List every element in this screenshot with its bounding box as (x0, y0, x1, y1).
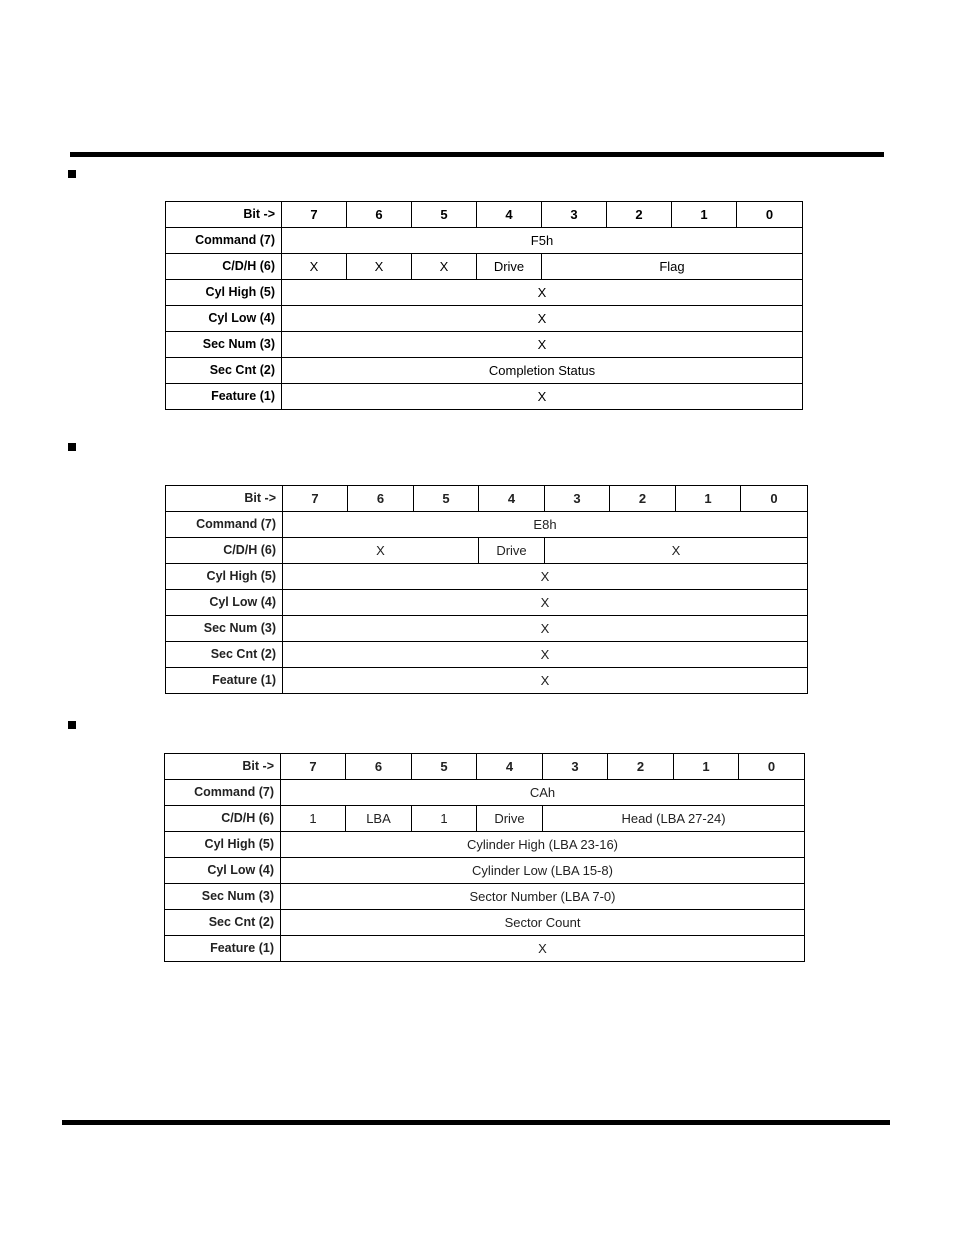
command-row (165, 780, 805, 806)
feature-row (165, 936, 805, 962)
sec-cnt-label: Sec Cnt (2) (165, 910, 281, 936)
bit-6: 6 (347, 202, 412, 228)
register-table-1 (165, 201, 803, 410)
cdh-row (166, 254, 803, 280)
feature-label: Feature (1) (166, 384, 282, 410)
bit-0: 0 (739, 754, 805, 780)
cyl-low-row (166, 306, 803, 332)
bit-4: 4 (477, 754, 543, 780)
sec-cnt-row (166, 358, 803, 384)
bit-4: 4 (477, 202, 542, 228)
bit-6: 6 (348, 486, 414, 512)
cyl-low-value: X (283, 590, 808, 616)
register-table-2 (165, 485, 808, 694)
sec-cnt-row (166, 642, 808, 668)
cdh-row (165, 806, 805, 832)
cyl-high-value: Cylinder High (LBA 23-16) (281, 832, 805, 858)
feature-value: X (283, 668, 808, 694)
bit-header-label: Bit -> (166, 202, 282, 228)
cdh-flag: Flag (542, 254, 803, 280)
bit-5: 5 (412, 754, 477, 780)
cdh-head: Head (LBA 27-24) (543, 806, 805, 832)
sec-num-row (166, 332, 803, 358)
cyl-high-value: X (283, 564, 808, 590)
sec-num-row (165, 884, 805, 910)
feature-value: X (282, 384, 803, 410)
sec-num-value: X (282, 332, 803, 358)
cdh-bit-6: X (347, 254, 412, 280)
register-table-3 (164, 753, 805, 962)
bit-header-row (165, 754, 805, 780)
cyl-low-value: Cylinder Low (LBA 15-8) (281, 858, 805, 884)
cyl-low-label: Cyl Low (4) (166, 590, 283, 616)
sec-num-value: Sector Number (LBA 7-0) (281, 884, 805, 910)
sec-num-label: Sec Num (3) (166, 332, 282, 358)
cyl-high-value: X (282, 280, 803, 306)
cdh-drive: Drive (479, 538, 545, 564)
bit-0: 0 (737, 202, 803, 228)
cyl-low-label: Cyl Low (4) (165, 858, 281, 884)
cyl-high-row (166, 280, 803, 306)
bit-header-row (166, 486, 808, 512)
section-bullet-3 (68, 721, 76, 729)
bit-1: 1 (676, 486, 741, 512)
bit-3: 3 (542, 202, 607, 228)
command-value: F5h (282, 228, 803, 254)
bit-6: 6 (346, 754, 412, 780)
bit-2: 2 (610, 486, 676, 512)
cdh-bit-7: X (282, 254, 347, 280)
command-label: Command (7) (166, 512, 283, 538)
sec-num-row (166, 616, 808, 642)
section-bullet-2 (68, 443, 76, 451)
bit-5: 5 (414, 486, 479, 512)
command-row (166, 228, 803, 254)
cyl-low-value: X (282, 306, 803, 332)
top-rule (70, 152, 884, 157)
bit-5: 5 (412, 202, 477, 228)
feature-row (166, 668, 808, 694)
bit-header-label: Bit -> (165, 754, 281, 780)
bit-7: 7 (281, 754, 346, 780)
cyl-high-row (165, 832, 805, 858)
cyl-low-row (165, 858, 805, 884)
bit-3: 3 (545, 486, 610, 512)
bit-4: 4 (479, 486, 545, 512)
feature-label: Feature (1) (166, 668, 283, 694)
cyl-low-label: Cyl Low (4) (166, 306, 282, 332)
sec-cnt-value: Sector Count (281, 910, 805, 936)
cdh-label: C/D/H (6) (166, 254, 282, 280)
bit-7: 7 (283, 486, 348, 512)
cyl-high-label: Cyl High (5) (166, 564, 283, 590)
cdh-lba: LBA (346, 806, 412, 832)
sec-cnt-row (165, 910, 805, 936)
cdh-row (166, 538, 808, 564)
feature-value: X (281, 936, 805, 962)
bit-2: 2 (608, 754, 674, 780)
command-value: CAh (281, 780, 805, 806)
sec-cnt-label: Sec Cnt (2) (166, 358, 282, 384)
sec-cnt-label: Sec Cnt (2) (166, 642, 283, 668)
cyl-low-row (166, 590, 808, 616)
bit-7: 7 (282, 202, 347, 228)
cdh-label: C/D/H (6) (165, 806, 281, 832)
command-row (166, 512, 808, 538)
sec-num-label: Sec Num (3) (166, 616, 283, 642)
bit-header-row (166, 202, 803, 228)
sec-num-value: X (283, 616, 808, 642)
cdh-drive: Drive (477, 806, 543, 832)
command-label: Command (7) (166, 228, 282, 254)
command-label: Command (7) (165, 780, 281, 806)
bit-0: 0 (741, 486, 808, 512)
bit-3: 3 (543, 754, 608, 780)
cyl-high-label: Cyl High (5) (166, 280, 282, 306)
cdh-drive: Drive (477, 254, 542, 280)
feature-label: Feature (1) (165, 936, 281, 962)
cyl-high-label: Cyl High (5) (165, 832, 281, 858)
cdh-bits-3-0: X (545, 538, 808, 564)
cdh-bit-5: 1 (412, 806, 477, 832)
sec-cnt-value: X (283, 642, 808, 668)
cdh-bit-5: X (412, 254, 477, 280)
cyl-high-row (166, 564, 808, 590)
cdh-bit-7: 1 (281, 806, 346, 832)
bottom-rule (62, 1120, 890, 1125)
cdh-bits-7-5: X (283, 538, 479, 564)
bit-1: 1 (672, 202, 737, 228)
bit-2: 2 (607, 202, 672, 228)
command-value: E8h (283, 512, 808, 538)
feature-row (166, 384, 803, 410)
sec-cnt-value: Completion Status (282, 358, 803, 384)
cdh-label: C/D/H (6) (166, 538, 283, 564)
bit-header-label: Bit -> (166, 486, 283, 512)
section-bullet-1 (68, 170, 76, 178)
bit-1: 1 (674, 754, 739, 780)
sec-num-label: Sec Num (3) (165, 884, 281, 910)
